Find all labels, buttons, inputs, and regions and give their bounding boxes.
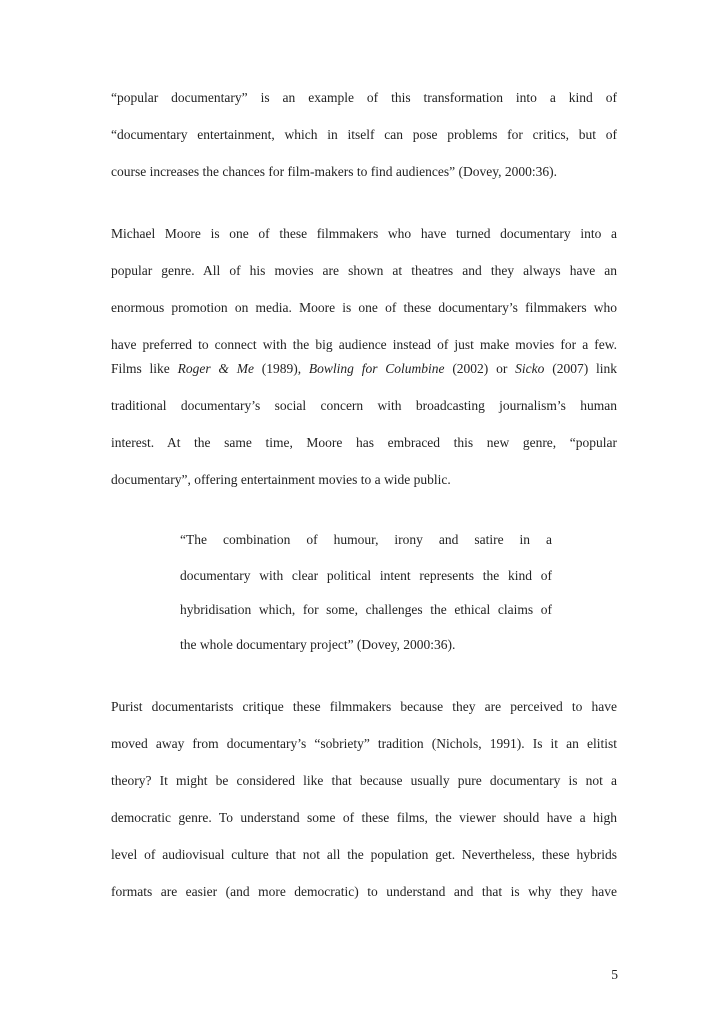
text-line: documentary”, offering entertainment movies to a wide public.	[111, 472, 451, 487]
film-title-roger-and-me: Roger & Me	[177, 361, 254, 376]
text-line: traditional documentary’s social concern with broadcasting journalism’s human	[111, 398, 617, 413]
text-line: theory? It might be considered like that because usually pure documentary is not a	[111, 773, 617, 788]
quote-line: hybridisation which, for some, challenges the ethical claims of	[180, 602, 552, 617]
text-line: “popular documentary” is an example of this transformation into a kind of	[111, 90, 617, 105]
text-line: formats are easier (and more democratic) to understand and that is why they have	[111, 884, 617, 899]
film-title-sicko: Sicko	[515, 361, 545, 376]
text-line: enormous promotion on media. Moore is one of these documentary’s filmmakers who	[111, 300, 617, 315]
quote-line: “The combination of humour, irony and satire in a	[180, 532, 552, 547]
text-line: Michael Moore is one of these filmmakers who have turned documentary into a	[111, 226, 617, 241]
text-line: democratic genre. To understand some of these films, the viewer should have a high	[111, 810, 617, 825]
text-line: moved away from documentary’s “sobriety” tradition (Nichols, 1991). Is it an elitist	[111, 736, 617, 751]
text-line: level of audiovisual culture that not all the population get. Nevertheless, these hybrids	[111, 847, 617, 862]
film-title-bowling-for-columbine: Bowling for Columbine	[308, 361, 445, 376]
text-segment: (1989),	[253, 361, 309, 376]
text-segment: (2002) or	[444, 361, 516, 376]
text-line: have preferred to connect with the big audience instead of just make movies for a few.	[111, 337, 617, 352]
text-line: popular genre. All of his movies are shown at theatres and they always have an	[111, 263, 617, 278]
text-line: “documentary entertainment, which in itself can pose problems for critics, but of	[111, 127, 617, 142]
quote-line: the whole documentary project” (Dovey, 2000:36).	[180, 637, 456, 652]
quote-line: documentary with clear political intent represents the kind of	[180, 568, 552, 583]
text-line: course increases the chances for film-makers to find audiences” (Dovey, 2000:36).	[111, 164, 557, 179]
text-line: Purist documentarists critique these filmmakers because they are perceived to have	[111, 699, 617, 714]
text-segment: Films like	[111, 361, 178, 376]
text-line: interest. At the same time, Moore has embraced this new genre, “popular	[111, 435, 617, 450]
text-line-with-titles	[111, 360, 617, 378]
text-segment: (2007) link	[544, 361, 617, 376]
page-number: 5	[611, 967, 618, 982]
